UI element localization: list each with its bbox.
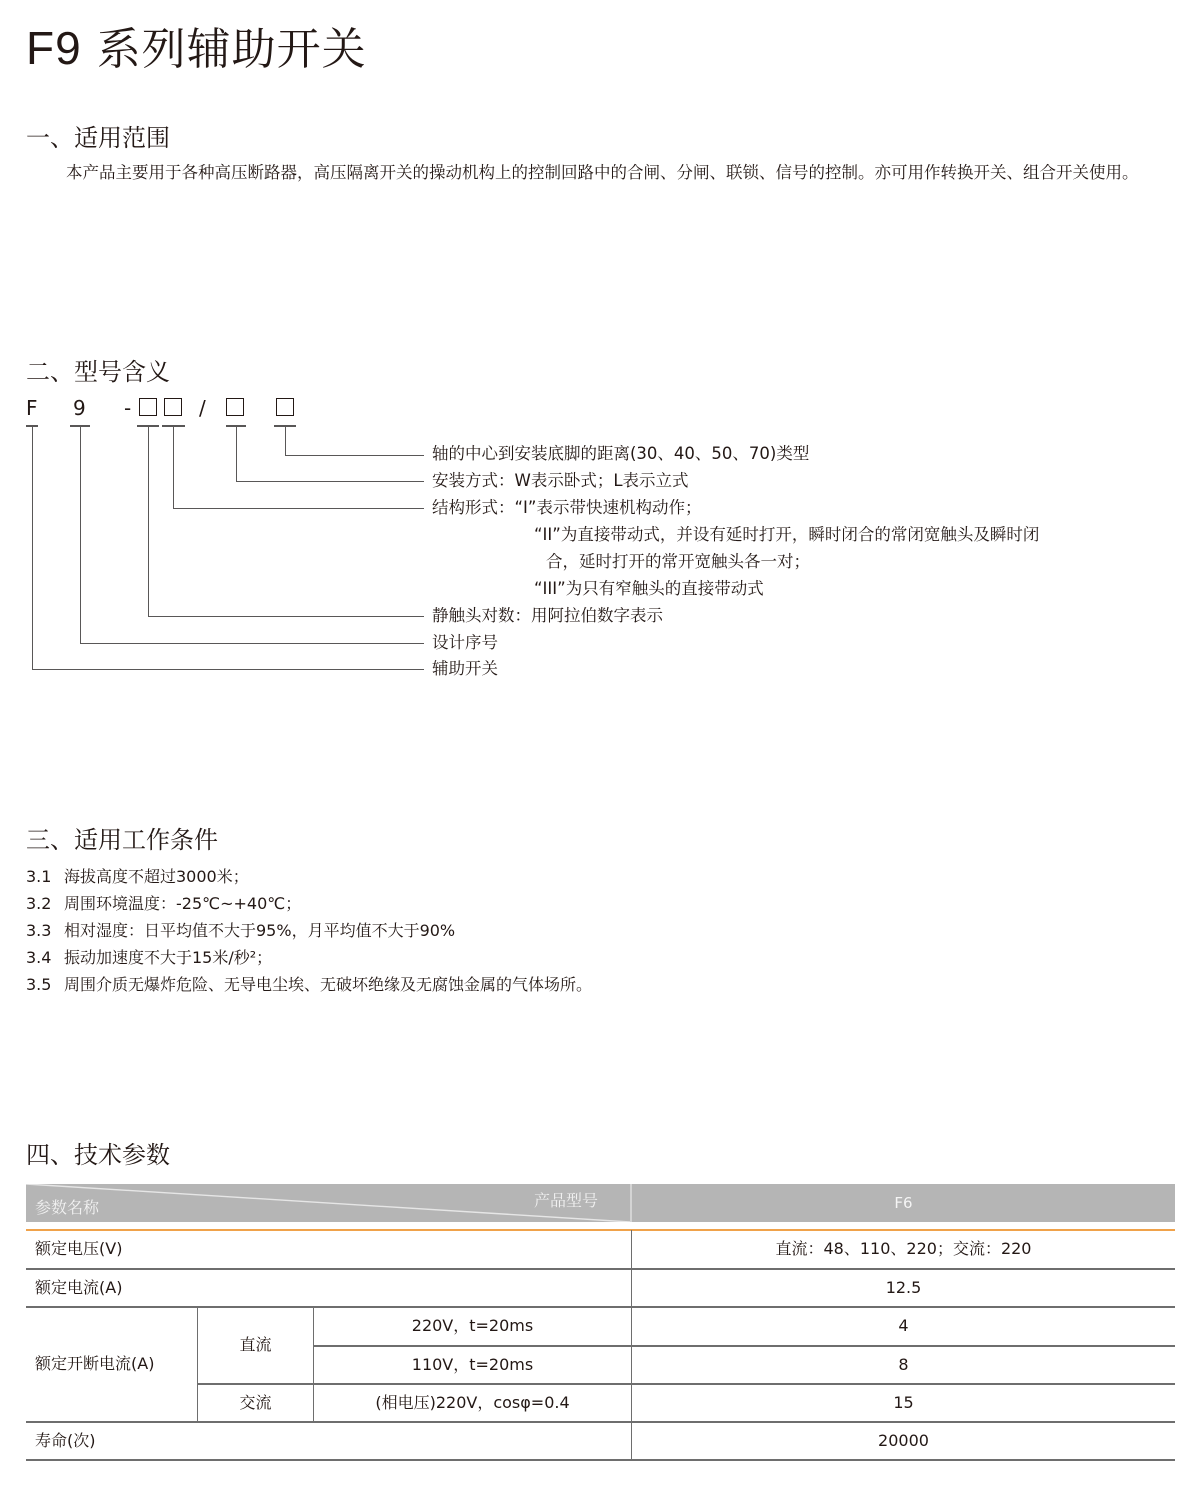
code-box-contacts [139, 398, 157, 416]
condition-num: 3.4 [26, 948, 52, 967]
code-9: 9 [73, 396, 86, 420]
row-current-label: 额定电流(A) [35, 1277, 123, 1297]
code-dash: - [124, 396, 132, 420]
section4-heading: 四、技术参数 [26, 1141, 170, 1169]
leader-axis-v [285, 427, 286, 456]
row-breaking-label: 额定开断电流(A) [35, 1354, 155, 1373]
row-voltage-label: 额定电压(V) [35, 1239, 123, 1258]
desc-structure-3: “III”为只有窄触头的直接带动式 [534, 579, 764, 598]
leader-contacts-v [148, 427, 149, 617]
section3-heading: 三、适用工作条件 [26, 826, 218, 854]
desc-structure: 结构形式：“I”表示带快速机构动作； [432, 498, 702, 517]
code-box-structure [164, 398, 182, 416]
header-product-model: 产品型号 [533, 1191, 598, 1210]
page-title [26, 20, 367, 78]
desc-design: 设计序号 [432, 633, 498, 652]
row-ac220-value: 15 [893, 1392, 914, 1412]
desc-structure-2a: “II”为直接带动式，并设有延时打开，瞬时闭合的常闭宽触头及瞬时闭 [534, 525, 1040, 544]
row-line [26, 1459, 1175, 1461]
row-dc110-value: 8 [898, 1354, 909, 1374]
condition-num: 3.2 [26, 894, 52, 913]
condition-text: 周围环境温度：-25℃~+40℃； [64, 894, 302, 913]
code-f: F [26, 396, 38, 420]
title-text: 系列辅助开关 [96, 24, 367, 75]
row-breaking-dc: 直流 [239, 1335, 272, 1354]
leader-design-h [80, 643, 424, 644]
desc-contacts: 静触头对数：用阿拉伯数字表示 [432, 606, 663, 625]
condition-item [26, 918, 455, 944]
row-life-label: 寿命(次) [35, 1430, 96, 1450]
leader-mount-v [236, 427, 237, 482]
table-header [26, 1184, 1175, 1222]
leader-structure-h [173, 508, 424, 509]
leader-aux-h [32, 669, 424, 670]
code-box-axis [276, 398, 294, 416]
code-slash: / [199, 396, 206, 420]
desc-axis: 轴的中心到安装底脚的距离(30、40、50、70)类型 [432, 444, 810, 463]
row-dc220-value: 4 [898, 1316, 909, 1335]
condition-text: 相对湿度：日平均值不大于95%，月平均值不大于90% [64, 921, 456, 940]
row-dc220-cond: 220V，t=20ms [411, 1316, 534, 1335]
condition-text: 周围介质无爆炸危险、无导电尘埃、无破坏绝缘及无腐蚀金属的气体场所。 [64, 975, 593, 994]
desc-mount: 安装方式：W表示卧式；L表示立式 [432, 471, 689, 490]
condition-item [26, 972, 592, 998]
row-dc110-cond: 110V，t=20ms [411, 1354, 534, 1374]
code-box-mount [226, 398, 244, 416]
section1-heading: 一、适用范围 [26, 124, 170, 152]
condition-text: 海拔高度不超过3000米； [64, 867, 249, 886]
condition-text: 振动加速度不大于15米/秒²； [64, 948, 273, 967]
condition-num: 3.3 [26, 921, 52, 940]
condition-item [26, 891, 301, 917]
condition-item [26, 864, 249, 890]
leader-contacts-h [148, 616, 424, 617]
header-param-name: 参数名称 [35, 1198, 100, 1217]
leader-axis-h [285, 455, 424, 456]
condition-num: 3.5 [26, 975, 52, 994]
leader-mount-h [236, 481, 424, 482]
row-voltage-value: 直流：48、110、220；交流：220 [775, 1239, 1032, 1258]
condition-num: 3.1 [26, 867, 52, 886]
leader-structure-v [173, 427, 174, 509]
condition-item [26, 945, 272, 971]
section1-body: 本产品主要用于各种高压断路器，高压隔离开关的操动机构上的控制回路中的合闸、分闸、联锁、信号的控制。亦可用作转换开关、组合开关使用。 [66, 163, 1139, 182]
title-code: F9 [26, 22, 82, 74]
row-life-value: 20000 [878, 1430, 929, 1450]
header-diagonal-cell [26, 1184, 630, 1222]
row-current-value: 12.5 [885, 1277, 922, 1297]
row-ac220-cond: (相电压)220V，cosφ=0.4 [375, 1392, 570, 1412]
desc-aux: 辅助开关 [432, 659, 498, 678]
leader-aux-v [32, 427, 33, 670]
row-breaking-ac: 交流 [239, 1392, 272, 1412]
header-model-f6: F6 [894, 1194, 913, 1212]
leader-design-v [80, 427, 81, 644]
section2-heading: 二、型号含义 [26, 358, 170, 386]
desc-structure-2b: 合，延时打开的常开宽触头各一对； [546, 552, 810, 571]
